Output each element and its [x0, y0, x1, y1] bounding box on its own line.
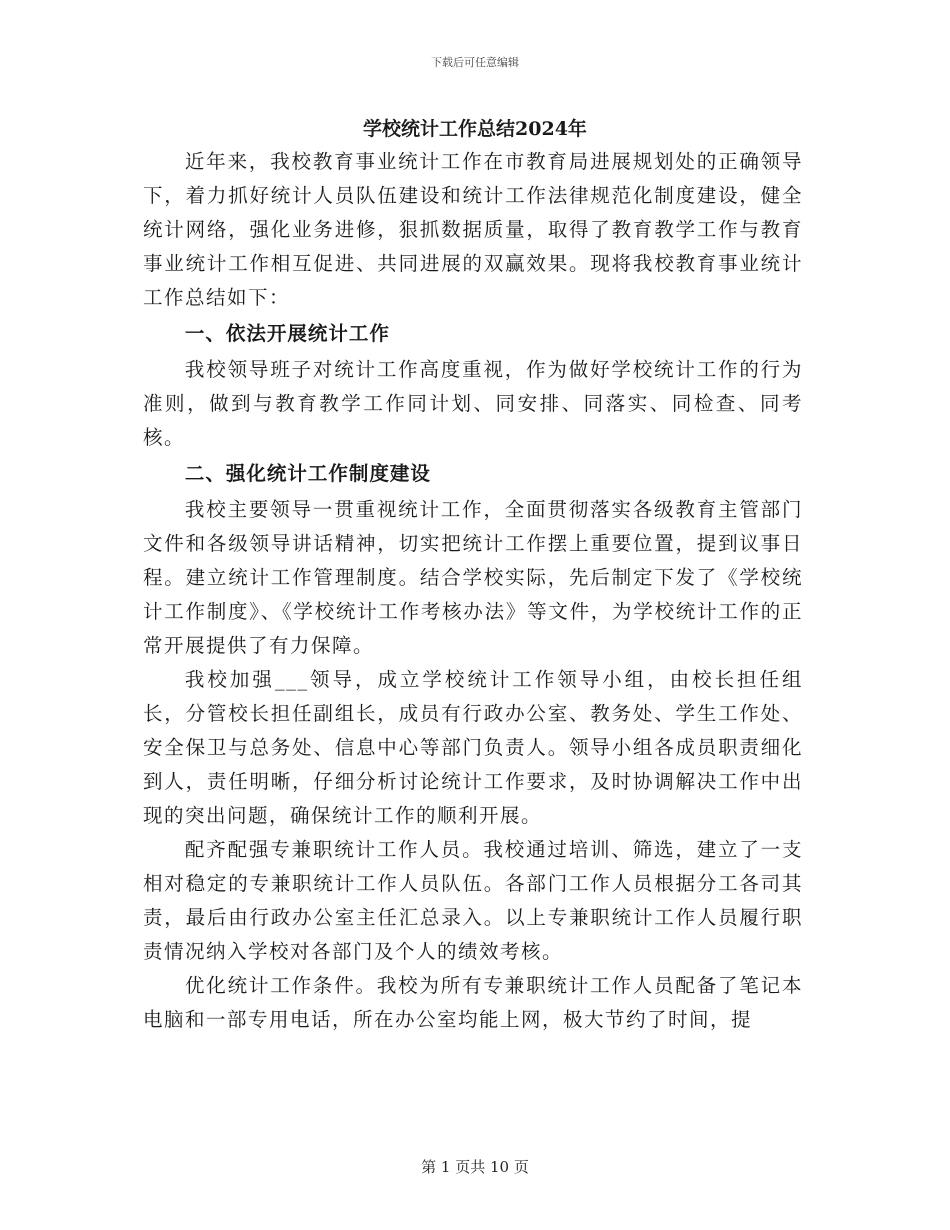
- section-heading-2: 二、强化统计工作制度建设: [184, 462, 431, 485]
- paragraph-section-2a: 我校主要领导一贯重视统计工作，全面贯彻落实各级教育主管部门文件和各级领导讲话精神，切实把统计工作摆上重要位置，提到议事日程。建立统计工作管理制度。结合学校实际，先后制定下发了《学校统计工作制度》、《学校统计工作考核办法》等文件，为学校统计工作的正常开展提供了有力保障。: [143, 498, 803, 657]
- paragraph-section-2b: 我校加强___领导，成立学校统计工作领导小组，由校长担任组长，分管校长担任副组长，成员有行政办公室、教务处、学生工作处、安全保卫与总务处、信息中心等部门负责人。领导小组各成员职责细化到人，责任明晰，仔细分析讨论统计工作要求，及时协调解决工作中出现的突出问题，确保统计工作的顺利开展。: [143, 668, 803, 827]
- paragraph-section-2c: 配齐配强专兼职统计工作人员。我校通过培训、筛选，建立了一支相对稳定的专兼职统计工作人员队伍。各部门工作人员根据分工各司其责，最后由行政办公室主任汇总录入。以上专兼职统计工作人员履行职责情况纳入学校对各部门及个人的绩效考核。: [143, 838, 803, 963]
- paragraph-section-2d: 优化统计工作条件。我校为所有专兼职统计工作人员配备了笔记本电脑和一部专用电话，所在办公室均能上网，极大节约了时间，提: [143, 974, 803, 1031]
- section-heading-1: 一、依法开展统计工作: [184, 322, 390, 345]
- page-number: 第 1 页共 10 页: [421, 1158, 529, 1176]
- document-body: [143, 145, 803, 1037]
- document-title: 学校统计工作总结2024年: [363, 118, 587, 140]
- paragraph-intro: 近年来，我校教育事业统计工作在市教育局进展规划处的正确领导下，着力抓好统计人员队伍建设和统计工作法律规范化制度建设，健全统计网络，强化业务进修，狠抓数据质量，取得了教育教学工作与教育事业统计工作相互促进、共同进展的双赢效果。现将我校教育事业统计工作总结如下：: [143, 150, 803, 309]
- paragraph-section-1: 我校领导班子对统计工作高度重视，作为做好学校统计工作的行为准则，做到与教育教学工作同计划、同安排、同落实、同检查、同考核。: [143, 358, 803, 449]
- header-note: 下载后可任意编辑: [431, 56, 519, 69]
